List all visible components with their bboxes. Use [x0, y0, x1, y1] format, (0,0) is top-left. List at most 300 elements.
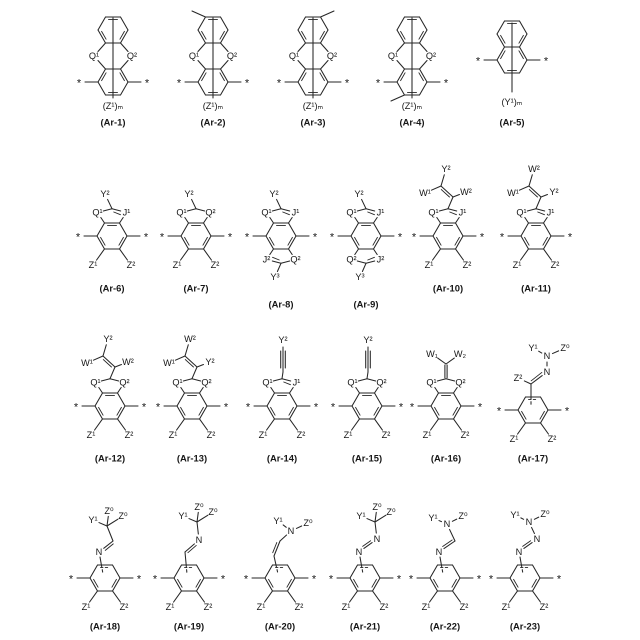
bond: [197, 522, 198, 534]
atom-label-hetR2: Q²: [290, 254, 301, 265]
atom-label-hetL: Q¹: [428, 207, 439, 218]
atom-label-vinR: Y²: [205, 357, 215, 367]
atom-label-n1: N: [543, 367, 551, 377]
bond: [544, 223, 552, 236]
chain-group: [329, 502, 402, 632]
bond: [366, 261, 375, 263]
bond: [121, 17, 129, 30]
bond: [525, 217, 529, 223]
atom-label-zL: Z¹: [424, 260, 434, 270]
atom-label-sub: (Z¹)ₘ: [102, 101, 124, 111]
bond: [192, 367, 197, 379]
attachment-bond-inner: [101, 565, 103, 574]
bond: [497, 60, 505, 73]
bond: [115, 365, 121, 367]
atom-label-n1: N: [95, 547, 103, 557]
atom-label-hetR: Q²: [201, 377, 212, 388]
bond: [277, 199, 281, 208]
attachment-asterisk: *: [312, 231, 318, 244]
attachment-asterisk: *: [477, 401, 483, 414]
bond: [373, 591, 381, 602]
bond: [90, 565, 98, 578]
atom-label-hetR: J¹: [458, 207, 467, 218]
bond: [533, 591, 541, 602]
attachment-asterisk: *: [223, 401, 229, 414]
bond: [536, 197, 541, 209]
bond: [362, 199, 366, 208]
structure-drawing: [156, 334, 229, 464]
structure-drawing: [412, 164, 485, 294]
chain-group: [244, 516, 317, 632]
structure-caption: (Ar-7): [183, 282, 209, 294]
atom-label-z0: Z⁰: [458, 511, 468, 521]
bond: [283, 525, 286, 527]
bond: [552, 351, 558, 354]
attachment-asterisk: *: [227, 231, 233, 244]
structure-drawing: [74, 334, 147, 464]
structure-drawing: [245, 189, 318, 310]
bond: [105, 544, 113, 550]
atom-label-zL: Z¹: [165, 602, 175, 612]
bond: [450, 529, 455, 541]
structure-drawing: [376, 17, 449, 127]
bond: [454, 393, 462, 406]
atom-label-zR: Z²: [539, 602, 549, 612]
attachment-asterisk: *: [499, 231, 505, 244]
attachment-asterisk: *: [543, 55, 549, 68]
bond: [200, 387, 204, 393]
methyl-bond: [321, 11, 335, 17]
structure-caption: (Ar-17): [517, 452, 549, 464]
bond: [107, 519, 118, 526]
structure-caption: (Ar-22): [429, 620, 461, 632]
bond: [288, 591, 296, 602]
atom-label-vinTop: Y²: [103, 334, 113, 344]
atom-label-vinR: Y²: [549, 187, 559, 197]
attachment-asterisk: *: [244, 77, 250, 90]
bond: [174, 565, 182, 578]
atom-label-zR: Z²: [124, 430, 134, 440]
bond: [352, 419, 360, 430]
bond: [272, 209, 281, 211]
atom-label-sub: (Z¹)ₘ: [302, 101, 324, 111]
atom-label-q2: Q²: [126, 51, 138, 61]
bond: [98, 60, 106, 69]
bond: [538, 212, 545, 215]
bond: [289, 223, 297, 236]
structure-caption: (Ar-4): [399, 116, 425, 128]
bond: [197, 565, 205, 578]
atom-label-z0b: Z⁰: [118, 511, 128, 521]
structure-ar-13-svg: [140, 322, 244, 464]
atom-label-q2: Q²: [425, 51, 437, 61]
bond: [456, 249, 464, 260]
atom-label-alkTop: Y²: [278, 335, 288, 345]
bond: [397, 17, 405, 30]
bond: [510, 565, 518, 578]
attachment-asterisk: *: [567, 231, 573, 244]
atom-label-vinTop: Y²: [441, 164, 451, 174]
chain-group: [69, 506, 142, 632]
atom-label-zL: Z¹: [343, 430, 353, 440]
structure-drawing: [500, 164, 573, 294]
atom-label-zL: Z¹: [86, 430, 96, 440]
attachment-asterisk: *: [398, 401, 404, 414]
atom-label-vinL: W¹: [419, 188, 431, 198]
attachment-asterisk: *: [375, 77, 381, 90]
bond: [375, 393, 383, 406]
bond: [356, 387, 360, 393]
bond: [375, 387, 379, 393]
bond: [521, 249, 529, 260]
bond: [192, 379, 201, 381]
structure-ar-3-svg: [261, 2, 365, 130]
structure-caption: (Ar-12): [94, 452, 126, 464]
bond: [183, 379, 192, 381]
atom-label-hetL2: J²: [262, 254, 271, 265]
bond: [367, 519, 375, 522]
bond: [420, 60, 428, 69]
bond: [112, 209, 121, 211]
atom-label-vinL: W¹: [163, 358, 175, 368]
structure-ar-11-svg: [484, 152, 588, 294]
bond: [439, 521, 442, 522]
bond: [375, 419, 383, 430]
bond: [298, 17, 306, 30]
atom-label-zR: Z²: [381, 430, 391, 440]
bond: [452, 519, 456, 521]
attachment-asterisk: *: [397, 231, 403, 244]
atom-label-zL: Z¹: [421, 602, 431, 612]
bond: [363, 541, 371, 547]
structure-1: [61, 2, 165, 130]
atom-label-z0b: Z⁰: [386, 507, 396, 517]
atom-label-zR: Z²: [203, 602, 213, 612]
bond: [273, 379, 282, 381]
bond: [101, 379, 110, 381]
atom-label-zR: Z²: [206, 430, 216, 440]
bond: [431, 419, 439, 430]
bond: [118, 387, 122, 393]
atom-label-z0: Z⁰: [303, 518, 313, 528]
bond: [118, 419, 126, 430]
bond: [266, 223, 274, 236]
bond: [435, 387, 439, 393]
bond: [454, 419, 462, 430]
bond: [536, 209, 545, 211]
atom-label-zR: Z²: [119, 602, 129, 612]
bond: [121, 60, 129, 69]
atom-label-hetR: J¹: [122, 207, 131, 218]
atom-label-z0a: Z⁰: [372, 502, 382, 512]
atom-label-q1: Q¹: [188, 51, 200, 61]
atom-label-bottom: Y³: [270, 272, 280, 282]
atom-label-hetR: Q²: [119, 377, 130, 388]
bond: [539, 351, 542, 353]
atom-label-zR: Z²: [379, 602, 389, 612]
atom-label-zL: Z¹: [172, 260, 182, 270]
bond: [204, 223, 212, 236]
atom-label-zR: Z²: [294, 602, 304, 612]
structure-drawing: [69, 506, 142, 632]
structure-drawing: [476, 21, 549, 127]
bond: [283, 212, 290, 215]
bond: [204, 249, 212, 260]
bond: [544, 249, 552, 260]
bond: [362, 263, 366, 271]
bond: [439, 209, 448, 211]
attachment-asterisk: *: [396, 573, 402, 586]
attachment-asterisk: *: [475, 55, 481, 68]
atom-label-hetL: Q¹: [261, 207, 272, 218]
bond: [519, 186, 529, 190]
structure-caption: (Ar-21): [349, 620, 381, 632]
atom-label-top: Y²: [269, 189, 279, 199]
atom-label-zR: Z²: [550, 260, 560, 270]
structure-drawing: [410, 349, 483, 464]
structure-ar-5-svg: [460, 2, 564, 130]
bond: [174, 591, 182, 602]
attachment-bond-inner: [186, 565, 187, 574]
bond: [221, 82, 229, 95]
attachment-asterisk: *: [443, 77, 449, 90]
atom-label-exoR: W₂: [453, 349, 467, 359]
bond: [420, 82, 428, 95]
atom-label-hetL2: Q²: [346, 254, 357, 265]
atom-label-exoL: W₁: [426, 349, 438, 359]
attachment-asterisk: *: [328, 573, 334, 586]
bond: [103, 209, 112, 211]
bond: [270, 217, 274, 223]
atom-label-vinR: W²: [460, 187, 472, 197]
atom-label-hetR: J¹: [291, 207, 300, 218]
atom-label-hetR: Q²: [376, 377, 387, 388]
atom-label-y1: Y¹: [273, 516, 283, 526]
bond: [197, 591, 205, 602]
attachment-asterisk: *: [330, 401, 336, 414]
structure-caption: (Ar-3): [300, 116, 326, 128]
structure-caption: (Ar-1): [100, 116, 126, 128]
bond: [282, 379, 291, 381]
atom-label-n1: N: [435, 547, 443, 557]
structure-ar-19-svg: [137, 478, 241, 632]
atom-label-q1: Q¹: [288, 51, 300, 61]
bond: [185, 345, 188, 356]
atom-label-top: Y²: [184, 189, 194, 199]
atom-label-vinR: W²: [122, 357, 134, 367]
bond: [265, 591, 273, 602]
bond: [433, 223, 441, 236]
attachment-asterisk: *: [329, 231, 335, 244]
bond: [374, 217, 378, 223]
structure-23: [473, 478, 577, 632]
bond: [197, 365, 203, 367]
attachment-asterisk: *: [496, 405, 502, 418]
atom-label-n1: N: [287, 526, 295, 536]
atom-label-q1: Q¹: [387, 51, 399, 61]
bond: [197, 515, 208, 522]
structure-drawing: [329, 502, 402, 632]
bond: [430, 565, 438, 578]
bond: [374, 223, 382, 236]
bond: [121, 82, 129, 95]
bond: [177, 419, 185, 430]
attachment-asterisk: *: [243, 573, 249, 586]
attachment-asterisk: *: [76, 77, 82, 90]
bond: [181, 387, 185, 393]
atom-label-cSub: Z²: [513, 373, 523, 383]
atom-label-zL: Z¹: [501, 602, 511, 612]
bond: [273, 257, 280, 260]
structure-19: [137, 478, 241, 632]
bond: [520, 60, 528, 73]
bond: [274, 541, 280, 556]
bond: [189, 519, 197, 522]
bond: [431, 186, 441, 190]
atom-label-zL: Z¹: [509, 434, 519, 444]
attachment-asterisk: *: [176, 77, 182, 90]
bond: [375, 515, 386, 522]
bond: [177, 393, 185, 406]
bond: [196, 209, 205, 211]
bond: [298, 82, 306, 95]
atom-label-q1: Q¹: [88, 51, 100, 61]
bond: [367, 379, 376, 381]
bond: [113, 565, 121, 578]
structure-caption: (Ar-19): [173, 620, 205, 632]
atom-label-n1: N: [195, 535, 203, 545]
bond: [321, 60, 329, 69]
structure-caption: (Ar-20): [264, 620, 296, 632]
bond: [120, 217, 124, 223]
bond: [453, 195, 459, 197]
attachment-asterisk: *: [556, 573, 562, 586]
atom-label-zR: Z²: [296, 430, 306, 440]
attachment-bond: [185, 552, 186, 565]
bond: [267, 419, 275, 430]
structure-ar-2-svg: [161, 2, 265, 130]
bond: [107, 526, 113, 541]
bond: [321, 82, 329, 95]
attachment-asterisk: *: [276, 77, 282, 90]
atom-label-n2: N: [373, 534, 381, 544]
atom-label-hetL: Q¹: [92, 207, 103, 218]
structure-caption: (Ar-5): [499, 116, 525, 128]
bond: [265, 565, 273, 578]
bond: [518, 423, 526, 434]
attachment-bond: [100, 557, 101, 565]
bond: [441, 175, 444, 186]
bond: [93, 356, 103, 360]
bond: [107, 516, 108, 526]
bond: [437, 217, 441, 223]
bond: [192, 199, 196, 208]
bond: [456, 223, 464, 236]
attachment-asterisk: *: [479, 231, 485, 244]
bond: [272, 261, 281, 263]
bond: [450, 212, 457, 215]
bond: [200, 393, 208, 406]
structure-13: [140, 322, 244, 464]
atom-label-hetR2: J²: [376, 254, 385, 265]
bond: [524, 543, 532, 549]
atom-label-top: Y²: [100, 189, 110, 199]
atom-label-zR: Z²: [460, 430, 470, 440]
attachment-bond: [440, 557, 441, 565]
atom-label-hetR: J¹: [376, 207, 385, 218]
bond: [98, 17, 106, 30]
structure-2: [161, 2, 265, 130]
structure-caption: (Ar-23): [509, 620, 541, 632]
attachment-asterisk: *: [68, 573, 74, 586]
bond: [181, 249, 189, 260]
attachment-bond: [360, 557, 361, 565]
attachment-asterisk: *: [313, 401, 319, 414]
atom-label-hetL: Q¹: [262, 377, 273, 388]
bond: [97, 249, 105, 260]
atom-label-q2: Q²: [326, 51, 338, 61]
bond: [443, 540, 453, 546]
bond: [114, 212, 121, 215]
bond: [110, 379, 119, 381]
structure-drawing: [246, 335, 319, 464]
bond: [497, 21, 505, 34]
bond: [448, 209, 457, 211]
bond: [521, 518, 524, 519]
atom-label-zR: Z²: [459, 602, 469, 612]
bond: [529, 175, 532, 186]
bond: [95, 419, 103, 430]
bond: [358, 379, 367, 381]
bond: [541, 397, 549, 410]
bond: [290, 419, 298, 430]
chain-group: [153, 502, 226, 632]
bond: [270, 249, 274, 255]
bond: [541, 423, 549, 434]
structure-drawing: [497, 343, 570, 464]
bond: [97, 223, 105, 236]
structure-3: [261, 2, 365, 130]
atom-label-zL: Z¹: [256, 602, 266, 612]
attachment-bond: [274, 556, 276, 565]
structure-ar-1-svg: [61, 2, 165, 130]
bond: [357, 261, 366, 263]
bond: [181, 223, 189, 236]
structure-caption: (Ar-10): [432, 282, 464, 294]
structure-5: [460, 2, 564, 130]
atom-label-y1: Y¹: [428, 513, 438, 523]
bond: [90, 591, 98, 602]
structure-17: [481, 322, 585, 476]
structure-caption: (Ar-9): [353, 298, 379, 310]
atom-label-hetL: Q¹: [516, 207, 527, 218]
bond: [98, 82, 106, 95]
atom-label-zR: Z²: [462, 260, 472, 270]
atom-label-alkTop: Y²: [363, 335, 373, 345]
bond: [544, 217, 548, 223]
bond: [198, 17, 206, 30]
bond: [296, 526, 301, 528]
bond: [118, 393, 126, 406]
bond: [281, 209, 290, 211]
attachment-asterisk: *: [152, 573, 158, 586]
atom-label-z0a: Z⁰: [104, 506, 114, 516]
bond: [367, 372, 368, 379]
structure-caption: (Ar-6): [99, 282, 125, 294]
bond: [95, 393, 103, 406]
attachment-bond-inner: [521, 565, 523, 574]
bond: [282, 372, 283, 379]
